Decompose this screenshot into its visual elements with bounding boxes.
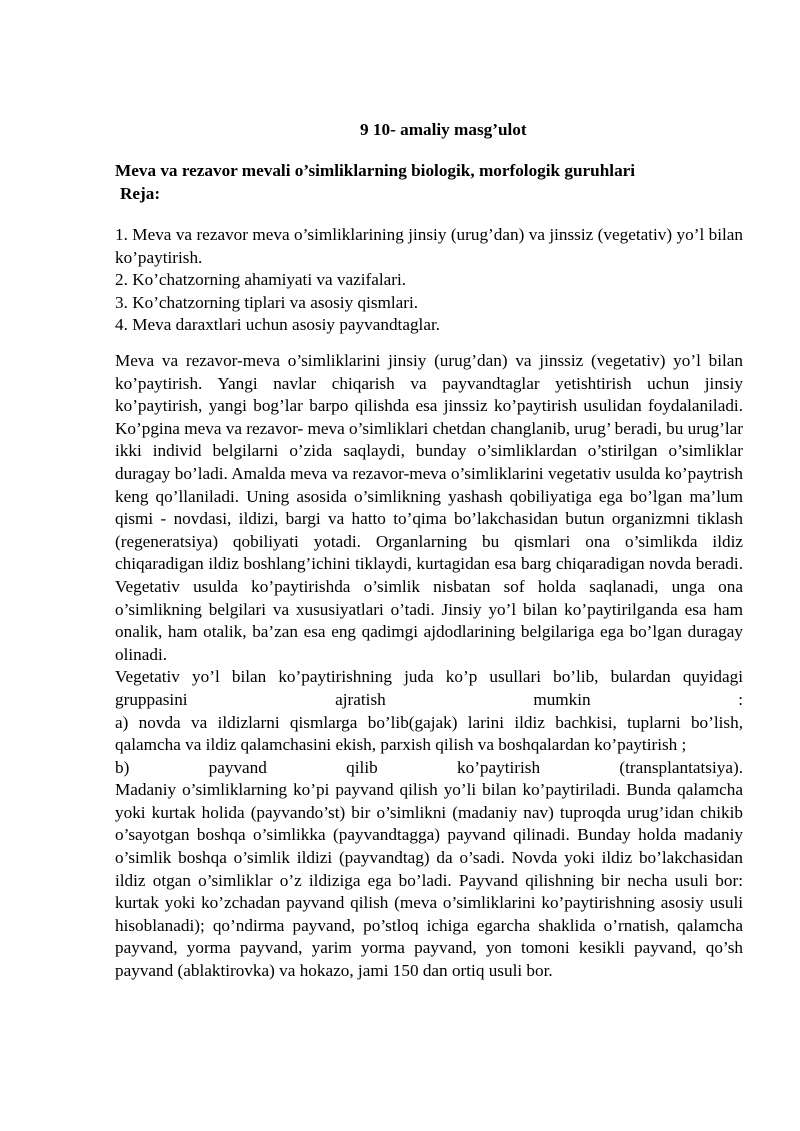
paragraph-3: Madaniy o’simliklarning ko’pi payvand qilish yo’li bilan ko’paytiriladi. Bunda qalamcha yoki kurtak holida (payvando’st) bir o’simlikni (madaniy nav) tuproqda urug’idan chikib o’sayotgan boshqa o’simlikka (payvandtagga) payvand qilinadi. Bunday holda madaniy o’simlik boshqa o’simlik ildizi (payvandtag) da o’sadi. Novda yoki ildiz bo’lakchasidan ildiz otgan o’simliklar o’z ildiziga ega bo’ladi. Payvand qilishning bir necha usuli bor: kurtak yoki ko’zchadan payvand qilish (meva o’simliklarini ko’paytirishning asosiy usuli hisoblanadi); qo’ndirma payvand, po’stloq ichiga egarcha shaklida o’rnatish, qalamcha payvand, yorma payvand, yarim yorma payvand, yon tomoni kesikli payvand, qo’sh payvand (ablaktirovka) va hokazo, jami 150 dan ortiq usuli bor. (115, 780, 743, 981)
paragraph-2-item-b: b) payvand qilib ko’paytirish (transplantatsiya). (115, 757, 743, 777)
paragraph-2-item-a: a) novda va ildizlarni qismlarga bo’lib(gajak) larini ildiz bachkisi, tuplarni bo’lish, qalamcha va ildiz qalamchasini ekish, parxish qilish va boshqalardan ko’paytirish ; (115, 712, 743, 755)
plan-label: Reja: (120, 184, 161, 203)
plan-item-1: 1. Meva va rezavor meva o’simliklarining jinsiy (urug’dan) va jinssiz (vegetativ) yo’l bilan ko’paytirish. (115, 225, 743, 267)
topic-heading: Meva va rezavor mevali o’simliklarning biologik, morfologik guruhlari (115, 161, 636, 180)
paragraph-2-lead: Vegetativ yo’l bilan ko’paytirishning juda ko’p usullari bo’lib, bulardan quyidagi gruppasini ajratish mumkin : (115, 667, 743, 709)
plan-item-2: 2. Ko’chatzorning ahamiyati va vazifalari. (115, 270, 407, 290)
plan-list (115, 224, 743, 337)
plan-item-4: 4. Meva daraxtlari uchun asosiy payvandtaglar. (115, 315, 441, 335)
paragraph-1: Meva va rezavor-meva o’simliklarini jinsiy (urug’dan) va jinssiz (vegetativ) yo’l bilan ko’paytirish. Yangi navlar chiqarish va payvandtaglar yetishtirish uchun jinsiy ko’paytirish, yangi bog’lar barpo qilishda esa jinssiz ko’paytirish usulidan foydalaniladi. Ko’pgina meva va rezavor- meva o’simliklari chetdan changlanib, urug’ beradi, bu urug’lar ikki individ belgilarni o’zida saqlaydi, bunday o’simliklardan o’stirilgan o’simliklar duragay bo’ladi. Amalda meva va rezavor-meva o’simliklarini vegetativ usulda ko’paytrish keng qo’llaniladi. Uning asosida o’simlikning yashash qobiliyatiga ega bo’lgan ma’lum qismi - novdasi, ildizi, bargi va hatto to’qima bo’lakchasidan butun organizmni tiklash (regeneratsiya) qobiliyati yotadi. Organlarning bu qismlari ona o’simlikda ildiz chiqaradigan ildiz boshlang’ichini tiklaydi, kurtagidan esa barg chiqaradigan novda beradi. Vegetativ usulda ko’paytirishda o’simlik nisbatan sof holda saqlanadi, unga ona o’simlikning belgilari va xususiyatlari o’tadi. Jinsiy yo’l bilan ko’paytirilganda esa ham onalik, ham otalik, ba’zan esa eng qadimgi ajdodlarining belgilariga ega bo’lgan duragay olinadi. (115, 351, 743, 664)
body-text (115, 350, 743, 983)
page-title: 9 10- amaliy masg’ulot (360, 120, 527, 139)
plan-item-3: 3. Ko’chatzorning tiplari va asosiy qismlari. (115, 292, 419, 312)
